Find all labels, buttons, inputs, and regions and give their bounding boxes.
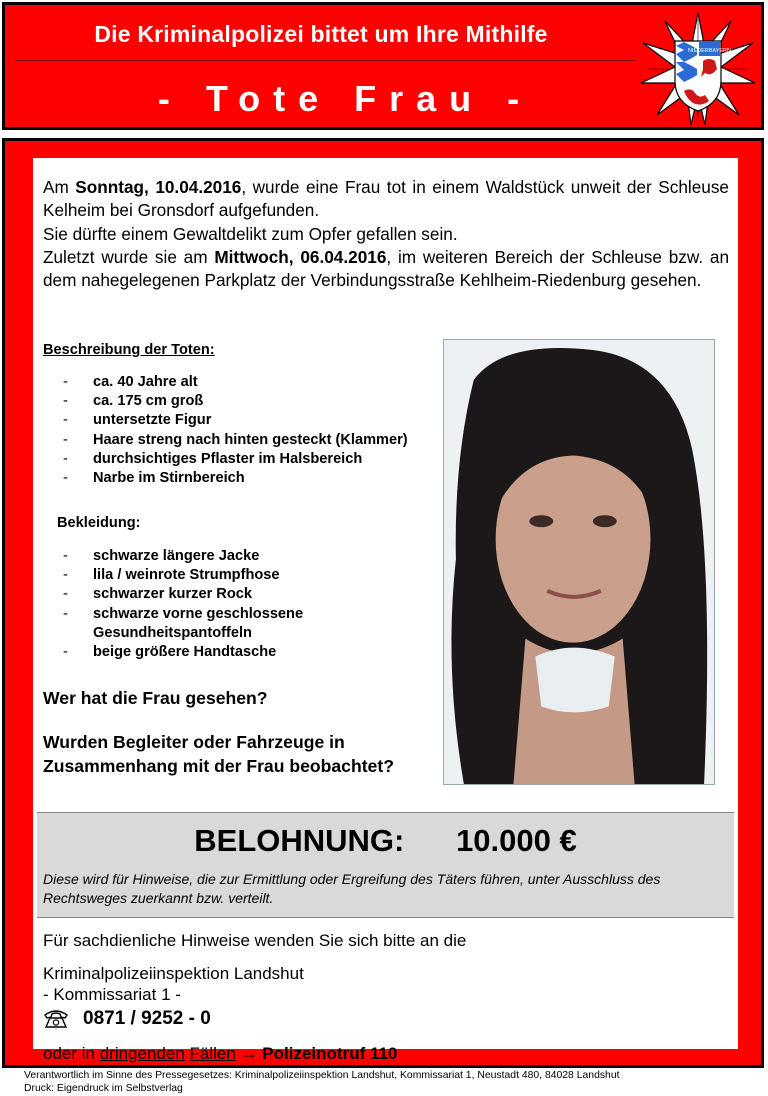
contact-intro: Für sachdienliche Hinweise wenden Sie sich bitte an die	[43, 931, 467, 950]
phone-number[interactable]: 0871 / 9252 - 0	[83, 1008, 211, 1029]
intro-paragraph-3: Zuletzt wurde sie am Mittwoch, 06.04.2016, im weiteren Bereich der Schleuse bzw. an dem nahegelegenen Parkplatz der Verbindungsstraße Kehlheim-Riedenburg gesehen.	[43, 246, 730, 291]
incident-description	[43, 176, 729, 292]
emergency-number[interactable]: Polizeinotruf 110	[262, 1044, 398, 1063]
victim-photo	[443, 339, 715, 785]
header-subtitle: - Tote Frau -	[157, 78, 533, 119]
clothing-heading: Bekleidung:	[57, 515, 141, 531]
reward-note: Diese wird für Hinweise, die zur Ermittlung oder Ergreifung des Täters führen, unter Ausschluss des Rechtsweges zuerkannt bzw. verteilt.	[43, 871, 661, 906]
footer-imprint	[24, 1070, 619, 1095]
description-list	[63, 373, 423, 488]
last-seen-date: Mittwoch, 06.04.2016	[214, 246, 387, 267]
list-item: - untersetzte Figur	[63, 411, 423, 430]
list-item: - durchsichtiges Pflaster im Halsbereich	[63, 450, 423, 469]
list-item: - schwarzer kurzer Rock	[63, 585, 423, 604]
list-item: - Narbe im Stirnbereich	[63, 469, 423, 488]
clothing-list	[63, 547, 423, 662]
list-item: - ca. 175 cm groß	[63, 392, 423, 411]
header-title: Die Kriminalpolizei bittet um Ihre Mithilfe	[94, 21, 548, 47]
list-item: - ca. 40 Jahre alt	[63, 373, 423, 392]
description-heading: Beschreibung der Toten:	[43, 342, 215, 358]
reward-amount: 10.000 €	[456, 823, 577, 858]
list-item: - schwarze vorne geschlossene Gesundheitspantoffeln	[63, 605, 423, 643]
intro-paragraph-2: Sie dürfte einem Gewaltdelikt zum Opfer gefallen sein.	[43, 223, 458, 244]
intro-paragraph-1: Am Sonntag, 10.04.2016, wurde eine Frau tot in einem Waldstück unweit der Schleuse Kelheim bei Gronsdorf aufgefunden.	[43, 177, 729, 221]
reward-title	[37, 823, 734, 859]
found-date: Sonntag, 10.04.2016	[75, 177, 242, 197]
footer-responsible: Verantwortlich im Sinne des Pressegesetzes: Kriminalpolizeiinspektion Landshut, Kommissariat 1, Neustadt 480, 84028 Landshut	[24, 1070, 620, 1081]
arrow-right-icon: →	[240, 1044, 258, 1063]
reward-box	[37, 812, 734, 918]
footer-print: Druck: Eigendruck im Selbstverlag	[24, 1082, 183, 1094]
header-banner	[2, 2, 764, 130]
question-companions-line1: Wurden Begleiter oder Fahrzeuge in	[43, 732, 345, 752]
list-item: - lila / weinrote Strumpfhose	[63, 566, 423, 585]
question-companions-line2: Zusammenhang mit der Frau beobachtet?	[43, 756, 394, 776]
question-seen: Wer hat die Frau gesehen?	[43, 688, 268, 708]
police-star-emblem-icon	[639, 11, 757, 127]
svg-text:NIEDERBAYERN: NIEDERBAYERN	[688, 48, 731, 54]
contact-office: Kriminalpolizeiinspektion Landshut	[43, 964, 304, 983]
list-item: - beige größere Handtasche	[63, 643, 423, 662]
list-item: - Haare streng nach hinten gesteckt (Klammer)	[63, 431, 423, 450]
list-item: - schwarze längere Jacke	[63, 547, 423, 566]
poster-frame	[2, 138, 764, 1068]
content-panel	[33, 158, 738, 1063]
header-divider	[15, 60, 635, 61]
telephone-icon	[43, 1009, 69, 1029]
phone-row	[43, 1008, 211, 1030]
reward-label: BELOHNUNG:	[194, 823, 405, 858]
emergency-line: oder in dringenden Fällen → Polizeinotruf 110	[43, 1044, 398, 1063]
contact-department: - Kommissariat 1 -	[43, 985, 181, 1004]
